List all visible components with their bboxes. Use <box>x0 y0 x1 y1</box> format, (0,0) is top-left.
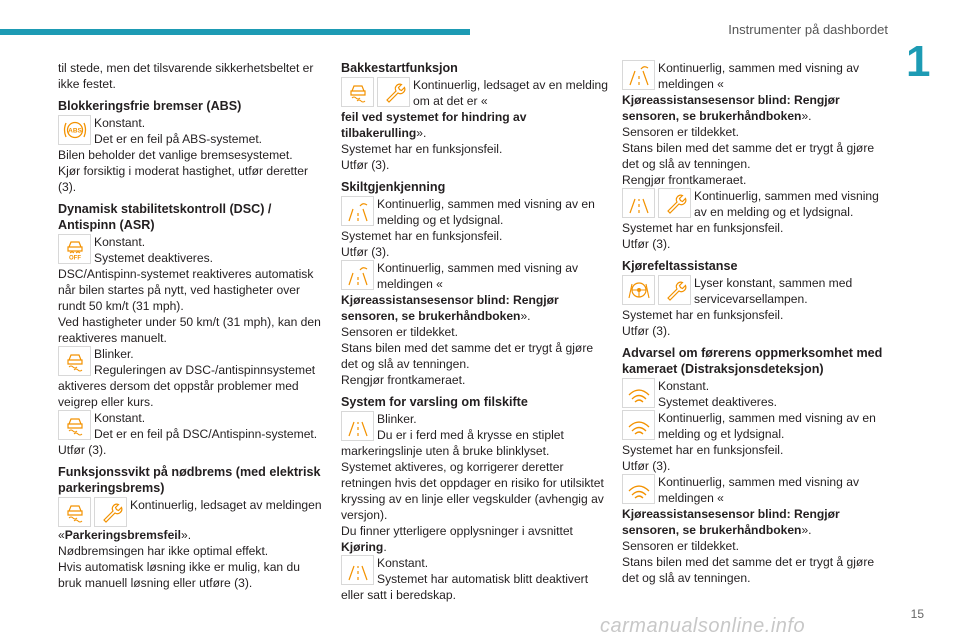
dsc-skid-icon <box>58 346 91 376</box>
section-heading-hill-start: Bakkestartfunksjon <box>341 61 458 75</box>
section-heading-abs: Blokkeringsfrie bremser (ABS) <box>58 99 242 113</box>
hill-start-status-text: Kontinuerlig, ledsaget av en melding om at det er « <box>413 78 608 108</box>
lane-fault-status: Kontinuerlig, sammen med visning av en melding og et lydsignal. <box>694 189 879 219</box>
page-header-title: Instrumenter på dashbordet <box>728 22 888 37</box>
sign-recognition-description-1: Systemet har en funksjonsfeil. Utfør (3). <box>341 229 503 259</box>
icon-block-lane-departure-2 <box>341 555 609 587</box>
wrench-icon <box>658 188 691 218</box>
svg-text:OFF: OFF <box>68 255 81 261</box>
icon-block-driver-2 <box>622 410 890 442</box>
icon-block-sign-recognition-1 <box>341 196 609 228</box>
icon-block-dsc-fault <box>58 410 326 442</box>
column-2 <box>341 60 609 603</box>
column-1 <box>58 60 326 591</box>
hill-start-message: feil ved systemet for hindring av tilbakerulling». <box>341 110 527 140</box>
dsc-fault-status-text: Konstant. Det er en feil på DSC/Antispinn-systemet. <box>94 411 318 441</box>
chapter-number: 1 <box>906 37 931 86</box>
camera-icon <box>341 260 374 290</box>
lane-sensor-message: Kjøreassistansesensor blind: Rengjør sensoren, se brukerhåndboken». <box>622 93 840 123</box>
icon-block-hill-start <box>341 77 609 109</box>
icon-block-emergency-brake <box>58 497 326 527</box>
driver-attention-icon <box>622 410 655 440</box>
driver-attention-status-1: Konstant. Systemet deaktiveres. <box>658 379 777 409</box>
dsc-blink-status-text: Blinker. Reguleringen av DSC-/antispinnsystemet <box>94 347 316 377</box>
steering-lane-icon <box>622 275 655 305</box>
lane-departure-icon <box>622 188 655 218</box>
section-heading-driver-attention: Advarsel om førerens oppmerksomhet med kameraet (Distraksjonsdeteksjon) <box>622 346 883 376</box>
abs-status-text: Konstant. Det er en feil på ABS-systemet. <box>94 116 263 146</box>
dsc-off-status-text: Konstant. Systemet deaktiveres. <box>94 235 213 265</box>
lane-departure-icon <box>341 555 374 585</box>
icon-block-dsc-blink <box>58 346 326 378</box>
watermark: carmanualsonline.info <box>600 615 806 637</box>
lane-departure-status-2: Konstant. Systemet har automatisk blitt deaktivert <box>377 556 589 586</box>
lane-departure-icon <box>341 411 374 441</box>
icon-block-driver-3 <box>622 474 890 506</box>
section-heading-dsc: Dynamisk stabilitetskontroll (DSC) / Antispinn (ASR) <box>58 202 272 232</box>
wrench-icon <box>94 497 127 527</box>
emergency-brake-status-text: Kontinuerlig, ledsaget av meldingen <box>130 498 322 512</box>
wrench-icon <box>658 275 691 305</box>
icon-block-dsc-off <box>58 234 326 266</box>
lane-fault-description: Systemet har en funksjonsfeil. Utfør (3). <box>622 221 784 251</box>
driver-attention-status-3: Kontinuerlig, sammen med visning av meldingen « <box>658 475 859 505</box>
driver-attention-description-2: Systemet har en funksjonsfeil. Utfør (3). <box>622 443 784 473</box>
emergency-brake-description: Nødbremsingen har ikke optimal effekt. Hvis automatisk løsning ikke er mulig, kan du bruk manuell løsning eller utføre (3). <box>58 544 300 590</box>
abs-warning-icon <box>58 115 91 145</box>
lane-assist-description: Systemet har en funksjonsfeil. Utfør (3). <box>622 308 784 338</box>
sign-recognition-status-2: Kontinuerlig, sammen med visning av meldingen « <box>377 261 578 291</box>
icon-block-abs <box>58 115 326 147</box>
icon-block-lane-assist <box>622 275 890 307</box>
driver-attention-message: Kjøreassistansesensor blind: Rengjør sensoren, se brukerhåndboken». <box>622 507 840 537</box>
section-heading-lane-assist: Kjørefeltassistanse <box>622 259 738 273</box>
icon-block-lane-departure-1 <box>341 411 609 443</box>
sign-recognition-description-2: Sensoren er tildekket. Stans bilen med det samme det er trygt å gjøre det og slå av tenningen. Rengjør frontkameraet. <box>341 325 594 387</box>
lane-departure-reference: Kjøring. <box>341 540 387 554</box>
dsc-off-description: DSC/Antispinn-systemet reaktiveres automatisk når bilen startes på nytt, ved hastigheter over rundt 50 km/t (31 mph). Ved hastigheter under 50 km/t (31 mph), kan den reaktiveres manuelt. <box>58 267 321 345</box>
section-heading-emergency-brake: Funksjonssvikt på nødbrems (med elektrisk parkeringsbrems) <box>58 465 321 495</box>
dsc-fault-description: Utfør (3). <box>58 443 107 457</box>
section-heading-lane-departure: System for varsling om filskifte <box>341 395 528 409</box>
abs-description: Bilen beholder det vanlige bremsesystemet. Kjør forsiktig i moderat hastighet, utfør deretter (3). <box>58 148 309 194</box>
driver-attention-icon <box>622 474 655 504</box>
dsc-off-icon <box>58 234 91 264</box>
icon-block-lane-sensor <box>622 60 890 92</box>
driver-attention-icon <box>622 378 655 408</box>
section-heading-sign-recognition: Skiltgjenkjenning <box>341 180 446 194</box>
lane-sensor-description: Sensoren er tildekket. Stans bilen med det samme det er trygt å gjøre det og slå av tenningen. Rengjør frontkameraet. <box>622 125 875 187</box>
emergency-brake-message: «Parkeringsbremsfeil». <box>58 528 192 542</box>
dsc-blink-description: aktiveres dersom det oppstår problemer med veigrep eller kurs. <box>58 379 299 409</box>
driver-attention-status-2: Kontinuerlig, sammen med visning av en melding og et lydsignal. <box>658 411 876 441</box>
lane-departure-description-2: eller satt i beredskap. <box>341 588 456 602</box>
driver-attention-description-3: Sensoren er tildekket. Stans bilen med det samme det er trygt å gjøre det og slå av tenningen. <box>622 539 875 585</box>
sign-recognition-message: Kjøreassistansesensor blind: Rengjør sensoren, se brukerhåndboken». <box>341 293 559 323</box>
intro-paragraph: til stede, men det tilsvarende sikkerhetsbeltet er ikke festet. <box>58 61 314 91</box>
lane-departure-description: markeringslinje uten å bruke blinklyset. Systemet aktiveres, og korrigerer deretter retningen hvis det oppdager en risiko for utilsiktet kryssing av en linje eller vegskulder (avhengig av versjon). Du finner ytterligere opplysninger i avsnittet <box>341 444 604 538</box>
column-3 <box>622 60 890 586</box>
icon-block-sign-recognition-2 <box>341 260 609 292</box>
dsc-skid-icon <box>58 410 91 440</box>
header-accent-bar <box>0 29 470 35</box>
icon-block-driver-1 <box>622 378 890 410</box>
icon-block-lane-fault <box>622 188 890 220</box>
wrench-icon <box>377 77 410 107</box>
camera-icon <box>341 196 374 226</box>
svg-text:ABS: ABS <box>67 127 82 135</box>
hill-start-description: Systemet har en funksjonsfeil. Utfør (3). <box>341 142 503 172</box>
page-number: 15 <box>910 607 924 621</box>
dsc-skid-icon <box>58 497 91 527</box>
lane-sensor-status: Kontinuerlig, sammen med visning av meldingen « <box>658 61 859 91</box>
dsc-skid-icon <box>341 77 374 107</box>
lane-assist-status: Lyser konstant, sammen med servicevarsellampen. <box>694 276 853 306</box>
lane-departure-status-1: Blinker. Du er i ferd med å krysse en stiplet <box>377 412 564 442</box>
lane-departure-icon <box>622 60 655 90</box>
sign-recognition-status-1: Kontinuerlig, sammen med visning av en melding og et lydsignal. <box>377 197 595 227</box>
